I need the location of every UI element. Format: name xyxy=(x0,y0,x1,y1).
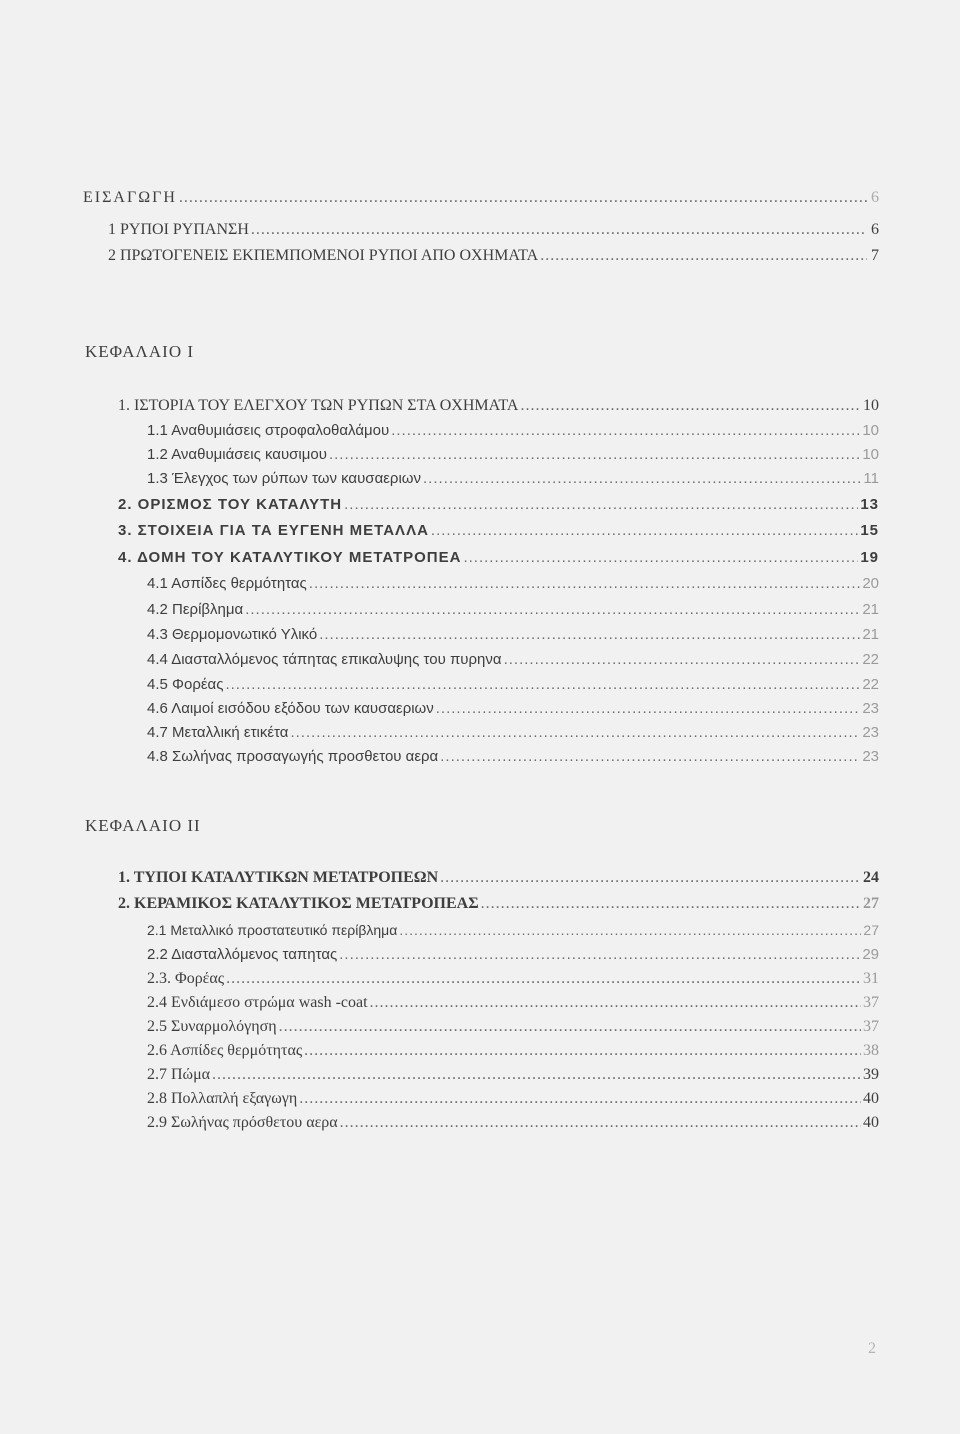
toc-entry xyxy=(108,246,879,266)
toc-entry xyxy=(147,699,879,719)
toc-entry-page: 10 xyxy=(862,446,879,463)
toc-entry xyxy=(147,1089,879,1109)
toc-entry-title: 2.3. Φορέας xyxy=(147,970,225,987)
toc-entry-title: 4.1 Ασπίδες θερμότητας xyxy=(147,575,307,592)
toc-entry-title: 2.2 Διασταλλόμενος ταπητας xyxy=(147,946,338,963)
toc-leader-dots xyxy=(304,1041,861,1061)
toc-entry-page: 22 xyxy=(862,651,879,668)
toc-entry-page: 31 xyxy=(863,970,879,987)
toc-entry xyxy=(147,747,879,767)
toc-leader-dots xyxy=(290,723,860,743)
toc-leader-dots xyxy=(339,945,860,965)
toc-leader-dots xyxy=(225,675,860,695)
toc-entry-page: 13 xyxy=(860,496,879,513)
toc-entry xyxy=(147,1113,879,1133)
toc-entry xyxy=(118,396,879,416)
toc-entry-page: 23 xyxy=(862,700,879,717)
toc-entry-page: 20 xyxy=(862,575,879,592)
toc-entry xyxy=(108,220,879,240)
toc-leader-dots xyxy=(329,445,860,465)
toc-entry-page: 24 xyxy=(863,869,879,886)
toc-entry-title: 4.4 Διασταλλόμενος τάπητας επικαλυψης του πυρηνα xyxy=(147,651,502,668)
toc-entry-page: 37 xyxy=(863,1018,879,1035)
toc-entry-page: 7 xyxy=(871,247,879,264)
toc-entry-page: 22 xyxy=(862,676,879,693)
toc-entry-page: 40 xyxy=(863,1090,879,1107)
toc-leader-dots xyxy=(540,246,867,266)
toc-entry xyxy=(147,1017,879,1037)
toc-entry xyxy=(118,548,879,568)
toc-entry-title: 4.3 Θερμομονωτικό Υλικό xyxy=(147,626,318,643)
toc-entry-title: 2.9 Σωλήνας πρόσθετου αερα xyxy=(147,1114,338,1131)
chapter-title: ΚΕΦΑΛΑΙΟ ΙΙ xyxy=(85,816,201,835)
toc-leader-dots xyxy=(440,868,861,888)
toc-entry-page: 23 xyxy=(862,748,879,765)
toc-leader-dots xyxy=(431,521,858,541)
toc-entry-page: 19 xyxy=(860,549,879,566)
toc-entry-title: 4.7 Μεταλλική ετικέτα xyxy=(147,724,289,741)
toc-intro-heading xyxy=(83,188,879,208)
toc-entry xyxy=(147,421,879,441)
toc-entry xyxy=(147,969,879,989)
toc-entry-page: 27 xyxy=(863,922,879,938)
toc-entry-title: 2.1 Μεταλλικό προστατευτικό περίβλημα xyxy=(147,922,398,938)
toc-entry-title: 1.2 Αναθυμιάσεις καυσιμου xyxy=(147,446,327,463)
toc-entry-title: 2.7 Πώμα xyxy=(147,1066,211,1083)
toc-leader-dots xyxy=(279,1017,861,1037)
toc-entry-page: 37 xyxy=(863,994,879,1011)
toc-entry-page: 10 xyxy=(863,397,879,414)
toc-leader-dots xyxy=(391,421,860,441)
toc-entry-page: 11 xyxy=(863,470,879,487)
toc-entry-title: 1. ΙΣΤΟΡΙΑ ΤΟΥ ΕΛΕΓΧΟΥ ΤΩΝ ΡΥΠΩΝ ΣΤΑ ΟΧΗΜΑΤΑ xyxy=(118,397,519,414)
toc-leader-dots xyxy=(436,699,861,719)
toc-entry xyxy=(147,600,879,620)
toc-entry xyxy=(147,625,879,645)
toc-entry-title: 1.3 Έλεγχος των ρύπων των καυσαεριων xyxy=(147,470,421,487)
toc-entry-title: 2. ΟΡΙΣΜΟΣ ΤΟΥ ΚΑΤΑΛΥΤΗ xyxy=(118,496,343,513)
toc-entry-title: 4. ΔΟΜΗ ΤΟΥ ΚΑΤΑΛΥΤΙΚΟΥ ΜΕΤΑΤΡΟΠΕΑ xyxy=(118,549,462,566)
toc-entry-title: 4.6 Λαιμοί εισόδου εξόδου των καυσαεριων xyxy=(147,700,434,717)
toc-entry-title: 2.4 Ενδιάμεσο στρώμα wash -coat xyxy=(147,994,368,1011)
toc-entry-title: 4.2 Περίβλημα xyxy=(147,601,244,618)
toc-entry xyxy=(147,650,879,670)
toc-entry-title: 2.6 Ασπίδες θερμότητας xyxy=(147,1042,303,1059)
toc-entry-title: ΕΙΣΑΓΩΓΗ xyxy=(83,189,177,206)
toc-entry-page: 21 xyxy=(862,626,879,643)
toc-leader-dots xyxy=(319,625,860,645)
toc-entry-page: 23 xyxy=(862,724,879,741)
toc-entry xyxy=(118,521,879,541)
toc-entry xyxy=(147,920,879,940)
toc-entry xyxy=(147,945,879,965)
toc-leader-dots xyxy=(340,1113,861,1133)
toc-leader-dots xyxy=(370,993,861,1013)
toc-entry-page: 27 xyxy=(863,895,879,912)
toc-leader-dots xyxy=(504,650,861,670)
toc-entry-page: 40 xyxy=(863,1114,879,1131)
toc-leader-dots xyxy=(399,920,861,940)
toc-entry-page: 15 xyxy=(860,522,879,539)
toc-entry xyxy=(118,894,879,914)
toc-entry-page: 29 xyxy=(862,946,879,963)
toc-entry-title: 4.8 Σωλήνας προσαγωγής προσθετου αερα xyxy=(147,748,439,765)
toc-entry xyxy=(147,469,879,489)
toc-entry-title: 2.5 Συναρμολόγηση xyxy=(147,1018,277,1035)
toc-leader-dots xyxy=(179,188,867,208)
toc-entry-title: 4.5 Φορέας xyxy=(147,676,224,693)
toc-entry-page: 6 xyxy=(871,221,879,238)
chapter-title: ΚΕΦΑΛΑΙΟ Ι xyxy=(85,342,195,361)
toc-leader-dots xyxy=(423,469,861,489)
toc-entry xyxy=(118,868,879,888)
toc-leader-dots xyxy=(299,1089,861,1109)
toc-leader-dots xyxy=(481,894,861,914)
toc-entry xyxy=(147,675,879,695)
toc-entry-title: 2. ΚΕΡΑΜΙΚΟΣ ΚΑΤΑΛΥΤΙΚΟΣ ΜΕΤΑΤΡΟΠΕΑΣ xyxy=(118,895,479,912)
toc-leader-dots xyxy=(309,574,861,594)
toc-entry xyxy=(147,723,879,743)
toc-entry-page: 21 xyxy=(862,601,879,618)
toc-entry-title: 2.8 Πολλαπλή εξαγωγη xyxy=(147,1090,298,1107)
toc-entry xyxy=(147,574,879,594)
toc-entry xyxy=(147,1065,879,1085)
toc-leader-dots xyxy=(226,969,861,989)
toc-entry-page: 6 xyxy=(871,189,879,206)
toc-entry-title: 2 ΠΡΩΤΟΓΕΝΕΙΣ ΕΚΠΕΜΠΟΜΕΝΟΙ ΡΥΠΟΙ ΑΠΟ ΟΧΗΜΑΤΑ xyxy=(108,247,539,264)
toc-entry-title: 3. ΣΤΟΙΧΕΙΑ ΓΙΑ ΤΑ ΕΥΓΕΝΗ ΜΕΤΑΛΛΑ xyxy=(118,522,429,539)
page-number: 2 xyxy=(868,1340,876,1357)
toc-entry-title: 1.1 Αναθυμιάσεις στροφαλοθαλάμου xyxy=(147,422,390,439)
toc-leader-dots xyxy=(440,747,860,767)
toc-entry xyxy=(147,1041,879,1061)
toc-leader-dots xyxy=(344,495,858,515)
toc-entry-page: 38 xyxy=(863,1042,879,1059)
toc-entry-title: 1 ΡΥΠΟΙ ΡΥΠΑΝΣΗ xyxy=(108,221,249,238)
toc-leader-dots xyxy=(212,1065,861,1085)
toc-entry-title: 1. ΤΥΠΟΙ ΚΑΤΑΛΥΤΙΚΩΝ ΜΕΤΑΤΡΟΠΕΩΝ xyxy=(118,869,439,886)
toc-entry xyxy=(147,445,879,465)
toc-entry-page: 10 xyxy=(862,422,879,439)
toc-entry-page: 39 xyxy=(863,1066,879,1083)
toc-leader-dots xyxy=(520,396,861,416)
toc-leader-dots xyxy=(245,600,860,620)
toc-leader-dots xyxy=(463,548,858,568)
toc-entry xyxy=(118,495,879,515)
toc-leader-dots xyxy=(251,220,867,240)
toc-entry xyxy=(147,993,879,1013)
